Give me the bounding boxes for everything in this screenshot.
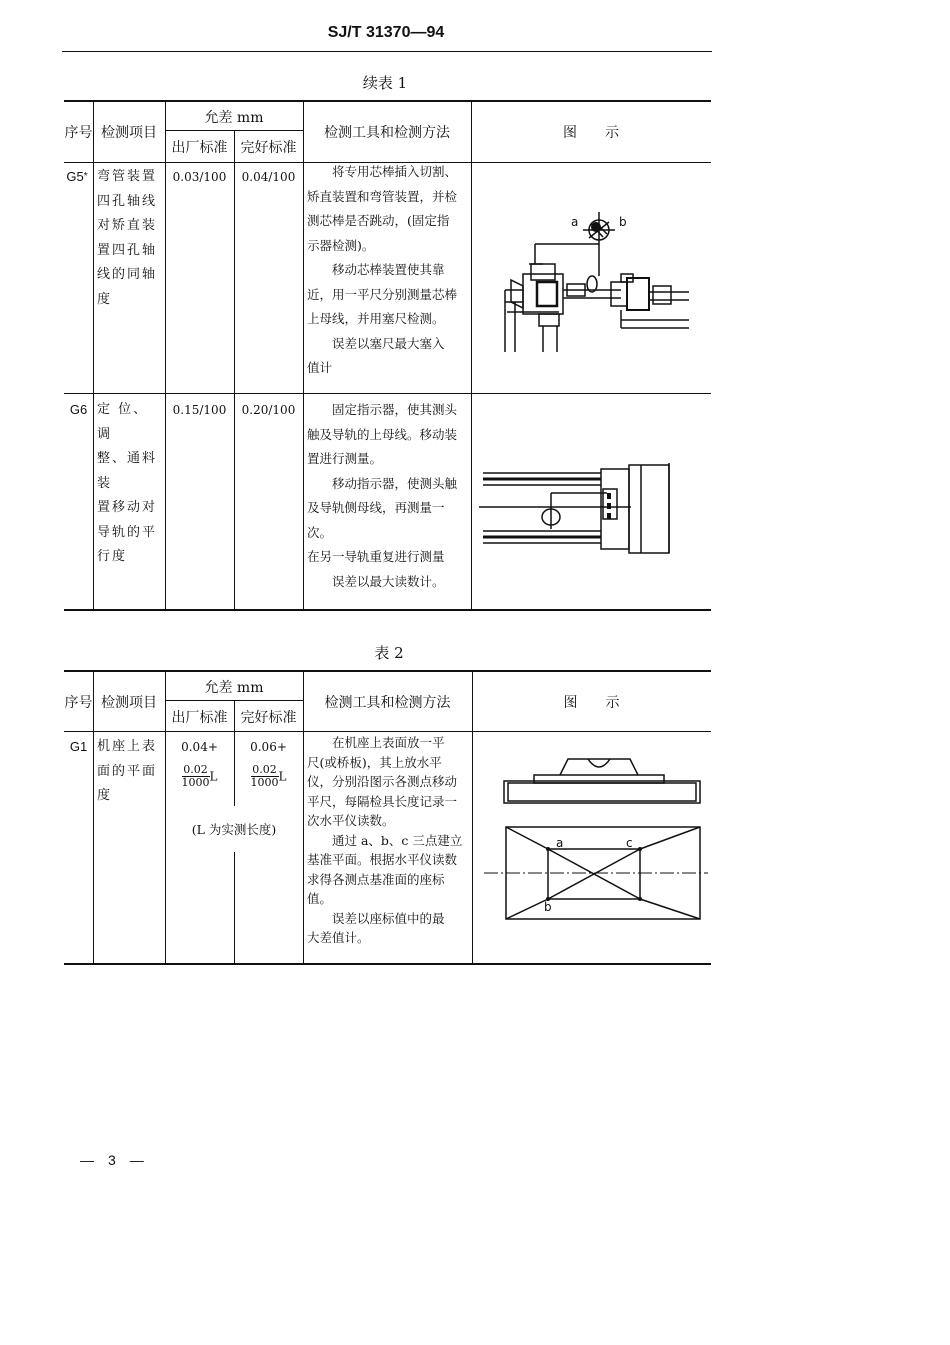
- t2-col-item-header: 检测项目: [101, 695, 157, 711]
- row-g5-method: 将专用芯棒插入切割、 矫直装置和弯管装置，并检 测芯棒是否跳动，(固定指 示器检测)。 移动芯棒装置使其靠 近，用一平尺分别测量芯棒 上母线，并用塞尺检测。 误差以塞尺最大塞入 值计: [307, 164, 458, 375]
- t2-col-figure-header: 图 示: [563, 695, 620, 711]
- t2-col-factory-header: 出厂标准: [171, 710, 228, 726]
- row-g1-good: 0.06+ $\frac{0.02}{1000}$ L: [250, 740, 287, 789]
- table2-caption: 表 2: [374, 644, 404, 662]
- row-g6-item: 定 位、调 整、通料装 置移动对 导轨的平 行度: [97, 402, 158, 564]
- col-method-header: 检测工具和检测方法: [324, 125, 450, 141]
- row-g5-seq: G5*: [66, 169, 88, 184]
- col-good-header: 完好标准: [240, 140, 297, 156]
- label-a: a: [556, 836, 564, 850]
- col-tolerance-header: 允差 mm: [204, 110, 264, 126]
- row-g6-method: 固定指示器，使其测头 触及导轨的上母线。移动装 置进行测量。 移动指示器，使测头触 及导轨侧母线，再测量一 次。 在另一导轨重复进行测量 误差以最大读数计。: [307, 402, 458, 589]
- row-g1-method: 在机座上表面放一平 尺(或桥板)，其上放水平 仪，分别沿图示各测点移动 平尺，每隔检具长度记录一 次水平仪读数。 通过 a、b、c 三点建立 基准平面。根据水平仪读数 求得各测点基准面的座标 值。 误差以座标值中的最 大差值计。: [307, 735, 463, 945]
- figure-coaxiality: [471, 162, 711, 392]
- doc-code: SJ/T 31370—94: [327, 24, 445, 41]
- page-number: — 3 —: [80, 1152, 144, 1168]
- row-g1-factory: 0.04+ $\frac{0.02}{1000}$ L: [181, 740, 218, 789]
- col-seq-header: 序号: [64, 125, 93, 141]
- t2-col-good-header: 完好标准: [240, 710, 297, 726]
- label-c: c: [626, 836, 633, 850]
- row-g1-note: (L 为实测长度): [191, 822, 277, 837]
- row-g5-good: 0.04/100: [241, 170, 296, 184]
- row-g5-factory: 0.03/100: [172, 170, 227, 184]
- col-figure-header: 图 示: [563, 125, 619, 141]
- figure-parallelism: [471, 393, 711, 609]
- col-item-header: 检测项目: [101, 125, 157, 141]
- row-g5-item: 弯管装置 四孔轴线 对矫直装 置四孔轴 线的同轴 度: [97, 169, 158, 307]
- label-a: a: [571, 215, 579, 229]
- label-b: b: [619, 215, 627, 229]
- table1-caption: 续表 1: [362, 74, 408, 92]
- row-g6-factory: 0.15/100: [172, 403, 227, 417]
- row-g1-seq: G1: [69, 739, 88, 754]
- t2-col-tolerance-header: 允差 mm: [204, 680, 264, 696]
- col-factory-header: 出厂标准: [171, 140, 228, 156]
- row-g6-seq: G6: [69, 402, 88, 417]
- figure-flatness: [472, 731, 711, 963]
- t2-col-seq-header: 序号: [64, 695, 93, 711]
- header-rule: [62, 51, 712, 52]
- label-b: b: [544, 900, 552, 914]
- row-g1-item: 机座上表 面的平面 度: [97, 739, 158, 803]
- row-g6-good: 0.20/100: [241, 403, 296, 417]
- t2-col-method-header: 检测工具和检测方法: [324, 695, 451, 711]
